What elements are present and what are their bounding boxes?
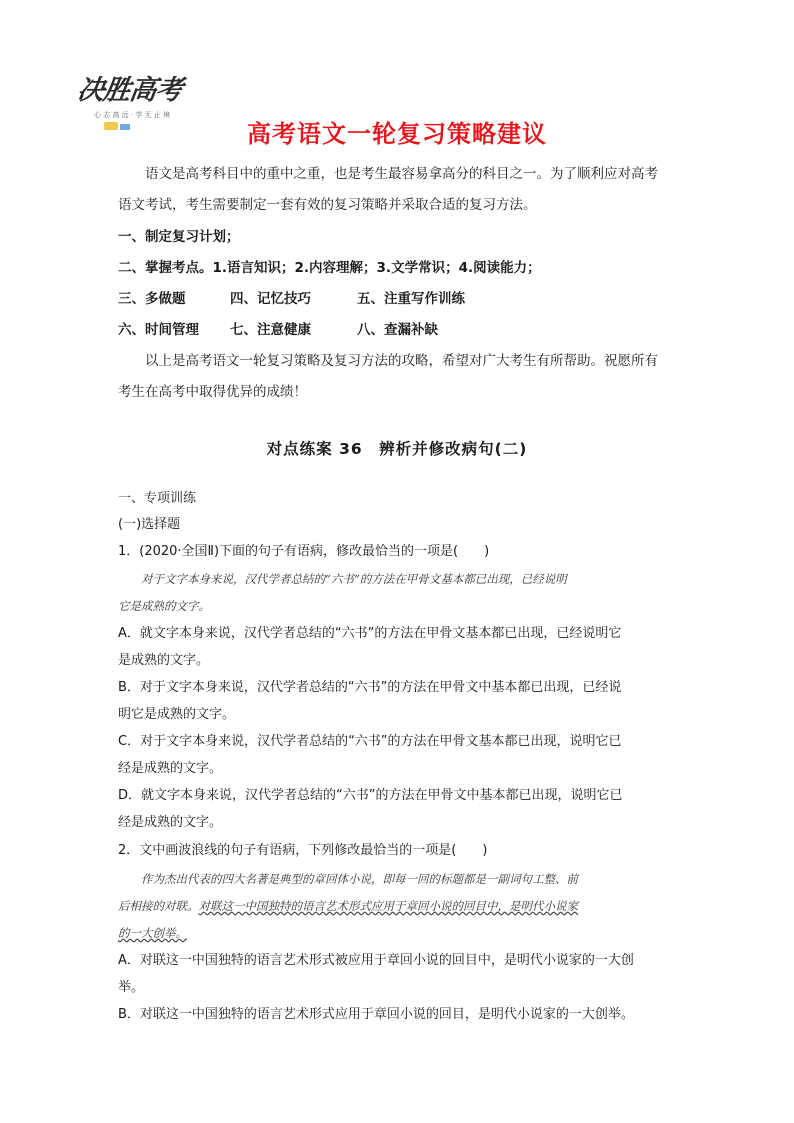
strategy-1: 一、制定复习计划； (118, 229, 240, 245)
strategy-2: 二、掌握考点。1.语言知识；2.内容理解；3.文学常识；4.阅读能力； (118, 260, 541, 276)
q2-sentence-line-3 (118, 920, 688, 947)
q2-sentence-plain: 后相接的对联。 (118, 899, 199, 913)
strategy-8: 八、查漏补缺 (357, 322, 438, 338)
strategy-4: 四、记忆技巧 (230, 291, 311, 307)
q1-option-d-line-2: 经是成熟的文字。 (118, 815, 223, 830)
q1-option-a-line-1: A．就文字本身来说，汉代学者总结的“六书”的方法在甲骨文基本都已出现，已经说明它 (118, 626, 622, 641)
strategy-3: 三、多做题 (118, 291, 186, 307)
strategy-6: 六、时间管理 (118, 322, 199, 338)
q1-option-a-line-2: 是成熟的文字。 (118, 653, 210, 668)
logo-subtitle: 心 志 高 远 · 学 无 止 境 (94, 111, 171, 119)
q2-option-a-line-2: 举。 (118, 980, 145, 995)
intro-line-2: 语文考试，考生需要制定一套有效的复习策略并采取合适的复习方法。 (118, 197, 537, 213)
intro-line-1: 语文是高考科目中的重中之重，也是考生最容易拿高分的科目之一。为了顺利应对高考 (118, 166, 658, 182)
practice-heading: 一、专项训练 (118, 491, 197, 506)
logo-text: 决胜高考 (75, 75, 184, 106)
strategy-7: 七、注意健康 (230, 322, 311, 338)
practice-subheading: (一)选择题 (118, 517, 181, 532)
q2-sentence-line-2 (118, 893, 688, 920)
q2-sentence-line-1: 作为杰出代表的四大名著是典型的章回体小说，即每一回的标题都是一副词句工整、前 (118, 872, 578, 886)
strategy-row-3 (118, 284, 678, 315)
closing-line-1: 以上是高考语文一轮复习策略及复习方法的攻略，希望对广大考生有所帮助。祝愿所有 (118, 353, 658, 369)
q1-sentence-line-2: 它是成熟的文字。 (118, 599, 210, 613)
page-title: 高考语文一轮复习策略建议 (247, 120, 547, 148)
q1-option-c-line-2: 经是成熟的文字。 (118, 761, 223, 776)
strategy-5: 五、注重写作训练 (357, 291, 465, 307)
q1-option-b-line-2: 明它是成熟的文字。 (118, 707, 236, 722)
section-title: 对点练案 36 辨析并修改病句(二) (266, 440, 528, 458)
q2-stem: 2．文中画波浪线的句子有语病，下列修改最恰当的一项是( ) (118, 843, 488, 858)
q1-option-c-line-1: C．对于文字本身来说，汉代学者总结的“六书”的方法在甲骨文基本都已出现，说明它已 (118, 734, 622, 749)
q2-wavy-sentence-part-1: 对联这一中国独特的语言艺术形式应用于章回小说的回目中，是明代小说家 (198, 899, 578, 913)
q2-option-a-line-1: A．对联这一中国独特的语言艺术形式被应用于章回小说的回目中，是明代小说家的一大创 (118, 953, 634, 968)
strategy-row-6 (118, 315, 678, 346)
closing-line-2: 考生在高考中取得优异的成绩！ (118, 384, 307, 400)
q1-option-d-line-1: D．就文字本身来说，汉代学者总结的“六书”的方法在甲骨文中基本都已出现，说明它已 (118, 788, 623, 803)
q1-stem: 1．(2020·全国Ⅱ)下面的句子有语病，修改最恰当的一项是( ) (118, 544, 490, 559)
q2-option-b-line-1: B．对联这一中国独特的语言艺术形式应用于章回小说的回目，是明代小说家的一大创举。 (118, 1007, 634, 1022)
q2-wavy-sentence-part-2: 的一大创举。 (118, 926, 187, 940)
q1-option-b-line-1: B．对于文字本身来说，汉代学者总结的“六书”的方法在甲骨文中基本都已出现，已经说 (118, 680, 622, 695)
q1-sentence-line-1: 对于文字本身来说，汉代学者总结的“六书”的方法在甲骨文基本都已出现，已经说明 (118, 572, 567, 586)
